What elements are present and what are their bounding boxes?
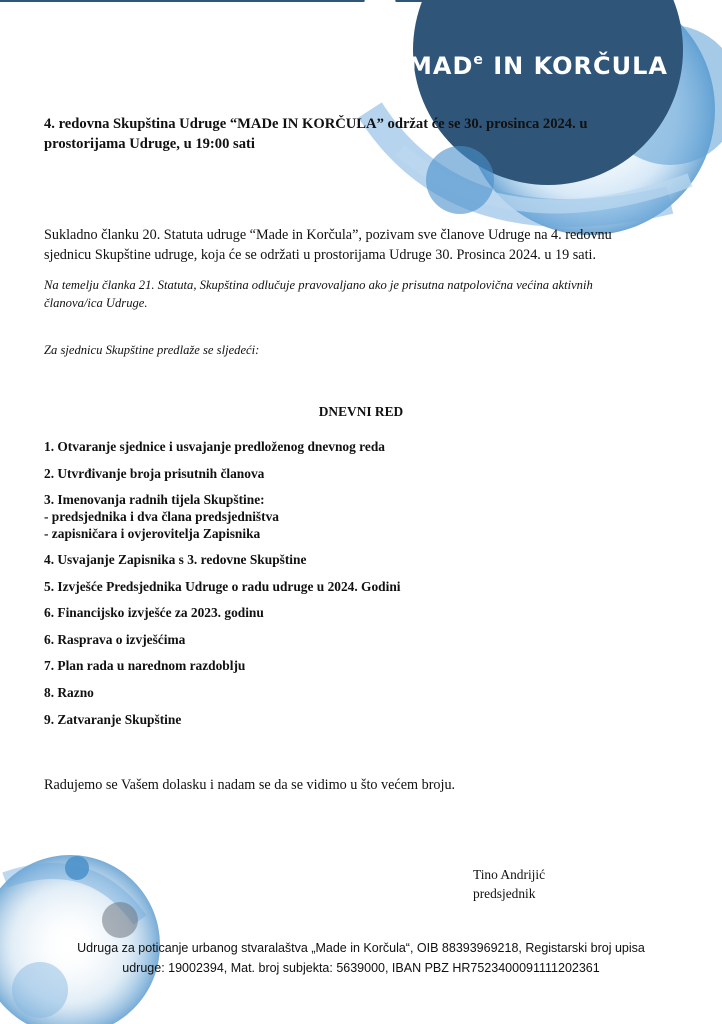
agenda-item-8: 8. Razno [44, 685, 94, 700]
agenda-item-9: 9. Zatvaranje Skupštine [44, 712, 182, 727]
invitation-paragraph: Sukladno članku 20. Statuta udruge “Made in Korčula”, pozivam sve članove Udruge na 4. redovnu sjednicu Skupštine udruge, koja će se održati u prostorijama Udruge 30. Prosinca 2024. u 19 sati. [44, 227, 612, 263]
agenda-item-1: 1. Otvaranje sjednice i usvajanje predloženog dnevnog reda [44, 439, 385, 454]
signature-name: Tino Andrijić [473, 867, 546, 882]
agenda-item-7: 7. Plan rada u narednom razdoblju [44, 658, 246, 673]
logo-text-rest: IN KORČULA [483, 52, 668, 80]
agenda-item-6b: 6. Rasprava o izvješćima [44, 632, 186, 647]
agenda-item-3-sub-2: - zapisničara i ovjerovitelja Zapisnika [44, 526, 261, 541]
footer-line-1: Udruga za poticanje urbanog stvaralaštva „Made in Korčula“, OIB 88393969218, Registarski broj upisa [77, 941, 645, 955]
agenda-item-2: 2. Utvrđivanje broja prisutnih članova [44, 466, 265, 481]
made-in-korcula-logo [408, 52, 668, 80]
watercolor-circles-bottom-decoration [0, 840, 180, 1024]
document-title: 4. redovna Skupština Udruge “MADe IN KORČULA” održat će se 30. prosinca 2024. u prostorijama Udruge, u 19:00 sati [44, 116, 588, 152]
agenda-item-4: 4. Usvajanje Zapisnika s 3. redovne Skupštine [44, 552, 307, 567]
agenda-item-5: 5. Izvješće Predsjednika Udruge o radu udruge u 2024. Godini [44, 579, 401, 594]
agenda-item-3: 3. Imenovanja radnih tijela Skupštine: [44, 492, 265, 507]
logo-text-main: MAD [408, 52, 474, 80]
quorum-note: Na temelju članka 21. Statuta, Skupština odlučuje pravovaljano ako je prisutna natpolovična većina aktivnih članova/ica Udruge. [44, 278, 593, 310]
proposal-intro: Za sjednicu Skupštine predlaže se sljedeći: [44, 343, 260, 357]
footer [0, 938, 722, 978]
agenda-item-6: 6. Financijsko izvješće za 2023. godinu [44, 605, 264, 620]
agenda-heading: DNEVNI RED [318, 404, 404, 419]
agenda-item-3-sub-1: - predsjednika i dva člana predsjedništva [44, 509, 279, 524]
logo-text-superscript: e [473, 52, 484, 68]
signature-role: predsjednik [473, 886, 536, 901]
closing-sentence: Radujemo se Vašem dolasku i nadam se da se vidimo u što većem broju. [44, 777, 456, 793]
footer-line-2: udruge: 19002394, Mat. broj subjekta: 5639000, IBAN PBZ HR7523400091111202361 [122, 961, 600, 975]
